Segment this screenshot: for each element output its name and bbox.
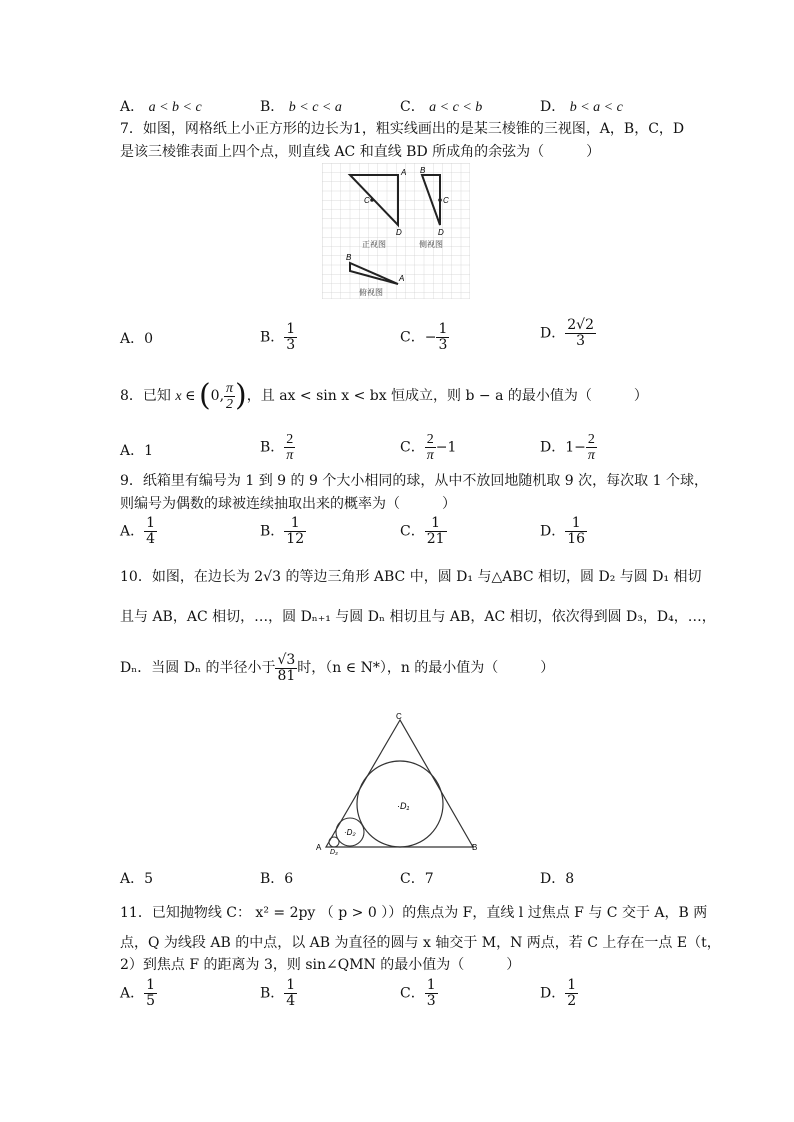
triangle-circles-figure xyxy=(310,710,490,855)
q8-option-d: D．1− $\frac{2}{\pi}$ xyxy=(540,432,595,463)
q7-option-a: A．0 xyxy=(120,331,154,347)
q7-stem-line2: 是该三棱锥表面上四个点，则直线 AC 和直线 BD 所成角的余弦为（ ） xyxy=(120,144,601,160)
q6-option-b: B． b < c < a xyxy=(260,99,342,115)
center-d2-label: ·D₂ xyxy=(344,828,356,837)
q9-option-c: C． $\frac{1}{21}$ xyxy=(400,515,445,547)
q10-stem-line2: 且与 AB，AC 相切，…，圆 Dₙ₊₁ 与圆 Dₙ 相切且与 AB，AC 相切，依次得到圆 D₃，D₄，…， xyxy=(120,609,716,625)
q8-option-a: A．1 xyxy=(120,443,154,459)
vertex-a-label: A xyxy=(316,843,322,852)
q6-option-a: A． a < b < c xyxy=(120,99,202,115)
svg-text:A: A xyxy=(399,274,405,283)
vertex-b-label: B xyxy=(472,843,478,852)
q7-option-b: B． $\frac{1}{3}$ xyxy=(260,321,296,353)
q9-option-d: D． $\frac{1}{16}$ xyxy=(540,515,586,547)
q11-stem-line2: 点，Q 为线段 AB 的中点，以 AB 为直径的圆与 x 轴交于 M，N 两点，若 C 上存在一点 E（t， xyxy=(120,935,721,951)
q9-option-a: A． $\frac{1}{4}$ xyxy=(120,515,156,547)
q8-stem: 8．已知 x ∈ (0, $\frac{\pi}{2}$ )，且 ax < sin x < bx 恒成立，则 b − a 的最小值为（ ） xyxy=(120,378,648,413)
q10-option-b: B．6 xyxy=(260,871,294,887)
q11-option-b: B． $\frac{1}{4}$ xyxy=(260,977,296,1009)
svg-text:D: D xyxy=(438,228,444,237)
svg-text:C: C xyxy=(443,196,449,205)
q7-option-d: D． $\frac{2√2}{3}$ xyxy=(540,317,594,349)
q10-option-c: C．7 xyxy=(400,871,434,887)
q10-stem-line1: 10．如图，在边长为 2√3 的等边三角形 ABC 中，圆 D₁ 与△ABC 相切，圆 D₂ 与圆 D₁ 相切 xyxy=(120,569,702,585)
svg-text:A: A xyxy=(401,168,407,177)
svg-text:D: D xyxy=(396,228,402,237)
q7-option-c: C．− $\frac{1}{3}$ xyxy=(400,321,448,353)
q11-stem-line1: 11．已知抛物线 C： x² = 2py （ p > 0 ））的焦点为 F，直线 l 过焦点 F 与 C 交于 A，B 两 xyxy=(120,905,708,921)
three-view-figure xyxy=(322,163,470,299)
q11-stem-line3: 2）到焦点 F 的距离为 3，则 sin∠QMN 的最小值为（ ） xyxy=(120,957,521,973)
q8-option-c: C． $\frac{2}{\pi}$ −1 xyxy=(400,432,457,463)
q9-option-b: B． $\frac{1}{12}$ xyxy=(260,515,305,547)
q11-option-a: A． $\frac{1}{5}$ xyxy=(120,977,156,1009)
q6-option-c: C． a < c < b xyxy=(400,99,483,115)
svg-text:B: B xyxy=(420,166,426,175)
q9-stem-line1: 9．纸箱里有编号为 1 到 9 的 9 个大小相同的球，从中不放回地随机取 9 次，每次取 1 个球， xyxy=(120,473,708,489)
q10-option-a: A．5 xyxy=(120,871,154,887)
q10-option-d: D．8 xyxy=(540,871,575,887)
svg-text:C: C xyxy=(364,196,370,205)
front-view-point-c xyxy=(370,198,374,202)
q11-option-d: D． $\frac{1}{2}$ xyxy=(540,977,577,1009)
q9-stem-line2: 则编号为偶数的球被连续抽取出来的概率为（ ） xyxy=(120,496,456,512)
q10-stem-line3: Dₙ．当圆 Dₙ 的半径小于 $\frac{√3}{81}$ 时，（n ∈ N*），n 的最小值为（ ） xyxy=(120,651,555,684)
q8-option-b: B． $\frac{2}{\pi}$ xyxy=(260,432,294,463)
circle-d3 xyxy=(329,837,339,847)
q7-stem-line1: 7．如图，网格纸上小正方形的边长为1，粗实线画出的是某三棱锥的三视图，A，B，C，D xyxy=(120,121,685,137)
q6-option-d: D． b < a < c xyxy=(540,99,623,115)
side-view-label: 侧视图 xyxy=(419,240,443,249)
svg-text:B: B xyxy=(346,253,352,262)
q11-option-c: C． $\frac{1}{3}$ xyxy=(400,977,436,1009)
vertex-c-label: C xyxy=(396,712,402,721)
center-d3-label: D₃ xyxy=(330,849,338,855)
center-d1-label: ·D₁ xyxy=(397,801,410,811)
side-view-point-c xyxy=(438,198,442,202)
front-view-label: 正视图 xyxy=(362,240,386,249)
top-view-label: 俯视图 xyxy=(359,288,383,297)
